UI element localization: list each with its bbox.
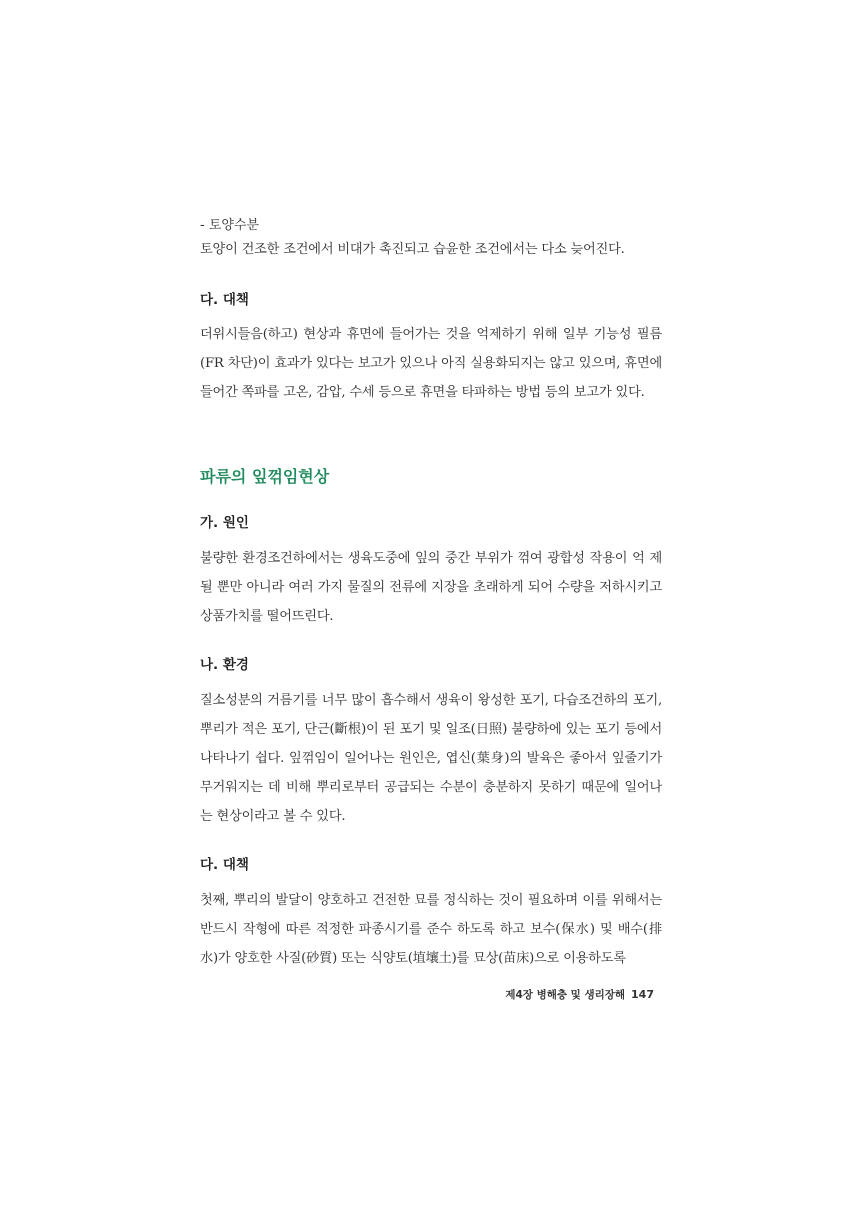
page-number: 147 — [631, 988, 654, 1001]
countermeasure-heading-2: 다. 대책 — [200, 857, 249, 873]
page-footer — [0, 987, 654, 1002]
soil-moisture-label: - 토양수분 — [200, 218, 260, 233]
countermeasure-heading-1: 다. 대책 — [200, 292, 249, 308]
chapter-title: 제4장 병해충 및 생리장해 — [505, 989, 626, 1001]
section-title: 파류의 잎꺾임현상 — [200, 467, 330, 486]
cause-text: 불량한 환경조건하에서는 생육도중에 잎의 중간 부위가 꺾여 광합성 작용이 억 제될 뿐만 아니라 여러 가지 물질의 전류에 지장을 초래하게 되어 수량을 저하시키고 상품가치를 떨어뜨린다. — [200, 551, 662, 624]
cause-heading: 가. 원인 — [200, 515, 249, 531]
page-content — [200, 214, 662, 973]
countermeasure-text-2: 첫째, 뿌리의 발달이 양호하고 건전한 묘를 정식하는 것이 필요하며 이를 위해서는 반드시 작형에 따른 적정한 파종시기를 준수 하도록 하고 보수(保水) 및 배수(排水)가 양호한 사질(砂質) 또는 식양토(埴壤土)를 묘상(苗床)으로 이용하도록 — [200, 893, 662, 966]
environment-heading: 나. 환경 — [200, 657, 249, 673]
soil-moisture-text: 토양이 건조한 조건에서 비대가 촉진되고 습윤한 조건에서는 다소 늦어진다. — [200, 242, 625, 257]
environment-text: 질소성분의 거름기를 너무 많이 흡수해서 생육이 왕성한 포기, 다습조건하의 포기, 뿌리가 적은 포기, 단근(斷根)이 된 포기 및 일조(日照) 불량하에 있는 포기 등에서 나타나기 쉽다. 잎꺾임이 일어나는 원인은, 엽신(葉身)의 발육은 좋아서 잎줄기가 무거워지는 데 비해 뿌리로부터 공급되는 수분이 충분하지 못하기 때문에 일어나는 현상이라고 볼 수 있다. — [200, 693, 662, 824]
countermeasure-text-1: 더위시들음(하고) 현상과 휴면에 들어가는 것을 억제하기 위해 일부 기능성 필름(FR 차단)이 효과가 있다는 보고가 있으나 아직 실용화되지는 않고 있으며, 휴면에 들어간 쪽파를 고온, 감압, 수세 등으로 휴면을 타파하는 방법 등의 보고가 있다. — [200, 327, 662, 400]
